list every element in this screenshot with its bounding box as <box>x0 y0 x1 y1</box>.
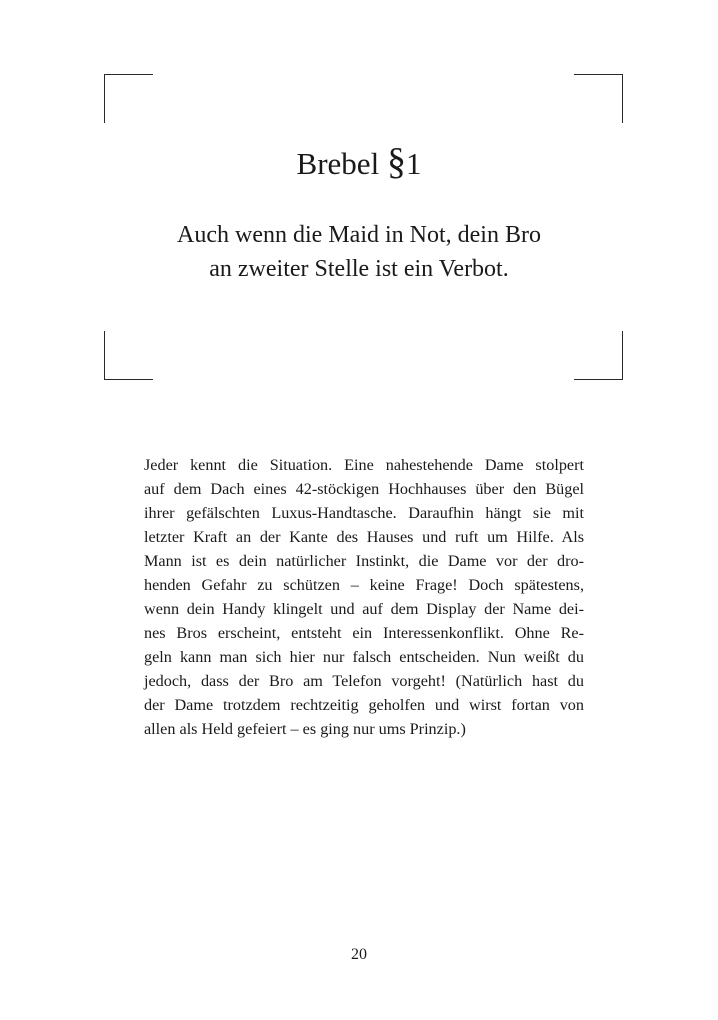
body-line: der Dame trotzdem rechtzeitig geholfen und wirst fortan von <box>144 696 584 714</box>
chapter-title-word: Brebel <box>296 146 380 181</box>
page-number: 20 <box>351 946 367 963</box>
subtitle-line-1: Auch wenn die Maid in Not, dein Bro <box>177 222 541 248</box>
body-line: jedoch, dass der Bro am Telefon vorgeht! (Natürlich hast du <box>144 672 584 690</box>
body-line: nes Bros erscheint, entsteht ein Interessenkonflikt. Ohne Re- <box>144 624 584 642</box>
chapter-number: 1 <box>405 146 422 181</box>
body-paragraph <box>144 453 584 741</box>
body-line: henden Gefahr zu schützen – keine Frage! Doch spätestens, <box>144 576 584 594</box>
body-line: auf dem Dach eines 42-stöckigen Hochhauses über den Bügel <box>144 480 584 498</box>
body-line: geln kann man sich hier nur falsch entscheiden. Nun weißt du <box>144 648 584 666</box>
section-sign: § <box>386 141 406 183</box>
body-line: ihrer gefälschten Luxus-Handtasche. Daraufhin hängt sie mit <box>144 504 584 522</box>
body-line: letzter Kraft an der Kante des Hauses und ruft um Hilfe. Als <box>144 528 584 546</box>
frame-corner-top-right <box>574 74 623 123</box>
frame-corner-bottom-right <box>574 331 623 380</box>
body-line: Jeder kennt die Situation. Eine nahestehende Dame stolpert <box>144 456 584 474</box>
body-line: allen als Held gefeiert – es ging nur ums Prinzip.) <box>144 720 466 738</box>
chapter-heading <box>0 142 718 184</box>
subtitle-line-2: an zweiter Stelle ist ein Verbot. <box>209 256 509 282</box>
frame-corner-top-left <box>104 74 153 123</box>
chapter-subtitle <box>0 218 718 286</box>
frame-corner-bottom-left <box>104 331 153 380</box>
body-line: Mann ist es dein natürlicher Instinkt, die Dame vor der dro- <box>144 552 584 570</box>
body-line: wenn dein Handy klingelt und auf dem Display der Name dei- <box>144 600 584 618</box>
